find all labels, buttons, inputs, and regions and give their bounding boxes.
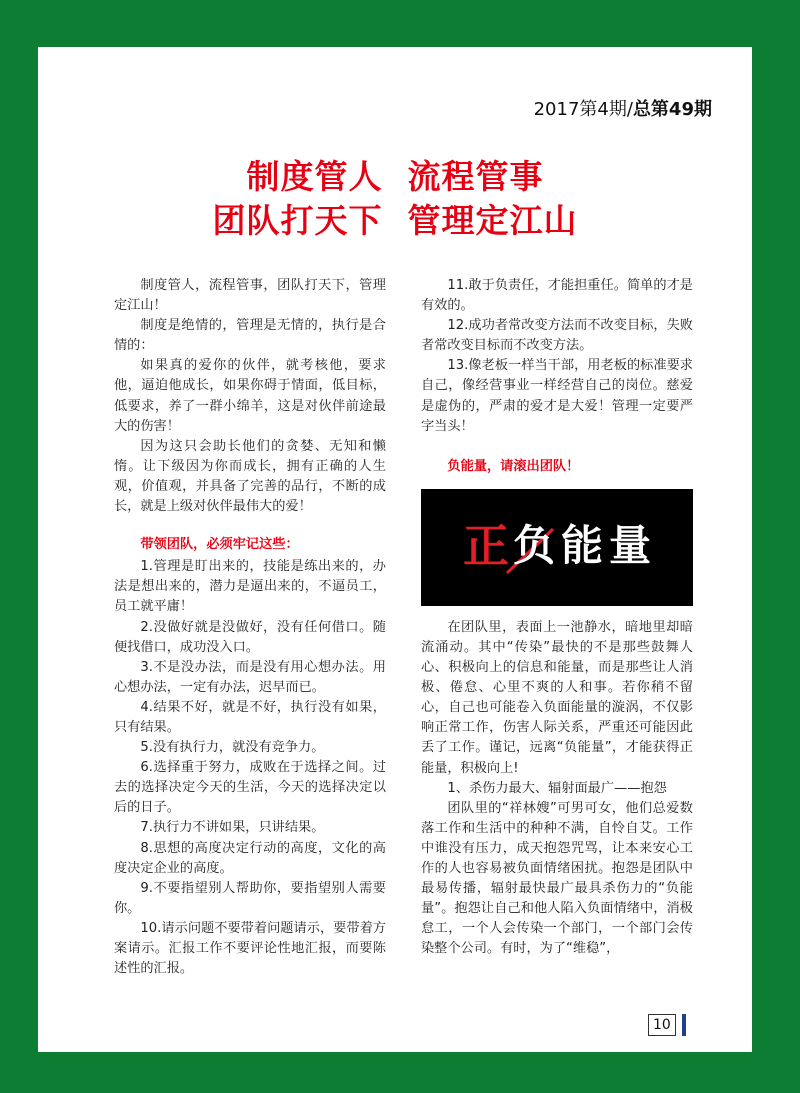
banner-char-neng: 能 xyxy=(561,520,604,570)
strike-slash xyxy=(421,489,693,606)
list-item: 12.成功者常改变方法而不改变目标，失败者常改变目标而不改变方法。 xyxy=(421,318,693,354)
banner-char-liang: 量 xyxy=(609,520,652,570)
section-subheading: 带领团队，必须牢记这些： xyxy=(140,537,299,553)
list-item: 11.敢于负责任，才能担重任。简单的才是有效的。 xyxy=(421,278,693,314)
page-number-bar xyxy=(682,1014,686,1036)
list-item: 7.执行力不讲如果，只讲结果。 xyxy=(140,820,325,836)
section-subheading: 负能量，请滚出团队！ xyxy=(447,458,580,474)
list-item: 9.不要指望别人帮助你，要指望别人需要你。 xyxy=(114,880,386,916)
list-item: 5.没有执行力，就没有竞争力。 xyxy=(140,740,325,756)
banner-char-fu: 负 xyxy=(513,520,556,570)
paragraph: 制度管人，流程管事，团队打天下，管理定江山！ xyxy=(114,278,386,314)
paragraph: 如果真的爱你的伙伴，就考核他，要求他，逼迫他成长，如果你碍于情面，低目标，低要求，养了一群小绵羊，这是对伙伴前途最大的伤害！ xyxy=(114,358,386,434)
left-column xyxy=(114,276,386,979)
list-item: 6.选择重于努力，成败在于选择之间。过去的选择决定今天的生活，今天的选择决定以后的日子。 xyxy=(114,760,386,816)
page-number: 10 xyxy=(648,1014,676,1036)
article-title-line-1: 制度管人 流程管事 xyxy=(246,157,544,196)
list-item: 4.结果不好，就是不好，执行没有如果，只有结果。 xyxy=(114,699,386,735)
article-title-line-2: 团队打天下 管理定江山 xyxy=(212,201,578,240)
list-item: 13.像老板一样当干部，用老板的标准要求自己，像经营事业一样经营自己的岗位。慈爱是虚伪的，严肃的爱才是大爱！管理一定要严字当头！ xyxy=(421,358,693,434)
list-item: 8.思想的高度决定行动的高度，文化的高度决定企业的高度。 xyxy=(114,840,386,876)
magazine-page xyxy=(38,47,752,1052)
list-item: 10.请示问题不要带着问题请示，要带着方案请示。汇报工作不要评论性地汇报，而要陈述性的汇报。 xyxy=(114,920,386,977)
right-column xyxy=(421,276,693,959)
paragraph: 1、杀伤力最大、辐射面最广——抱怨 xyxy=(447,780,667,796)
issue-label xyxy=(534,95,712,121)
paragraph: 制度是绝情的，管理是无情的，执行是合情的： xyxy=(114,318,386,354)
negative-energy-banner xyxy=(421,489,693,606)
issue-total: 总第49期 xyxy=(632,99,712,120)
banner-char-zheng: 正 xyxy=(463,518,509,573)
issue-prefix: 2017第4期/ xyxy=(533,99,633,120)
paragraph: 在团队里，表面上一池静水，暗地里却暗流涌动。其中“传染”最快的不是那些鼓舞人心、积极向上的信息和能量，而是那些让人消极、倦怠、心里不爽的人和事。若你稍不留心，自己也可能卷入负面能量的漩涡，不仅影响正常工作，伤害人际关系，严重还可能因此丢了工作。谨记，远离“负能量”，才能获得正能量，积极向上! xyxy=(421,619,693,776)
paragraph: 团队里的“祥林嫂”可男可女，他们总爱数落工作和生活中的种种不满，自怜自艾。工作中谁没有压力，成天抱怨咒骂，让本来安心工作的人也容易被负面情绪困扰。抱怨是团队中最易传播，辐射最快最广最具杀伤力的“负能量”。抱怨让自己和他人陷入负面情绪中，消极怠工，一个人会传染一个部门，一个部门会传染整个公司。有时，为了“维稳”， xyxy=(421,800,693,957)
list-item: 1.管理是盯出来的，技能是练出来的，办法是想出来的，潜力是逼出来的，不逼员工，员工就平庸！ xyxy=(114,559,386,615)
list-item: 2.没做好就是没做好，没有任何借口。随便找借口，成功没入口。 xyxy=(114,619,386,655)
paragraph: 因为这只会助长他们的贪婪、无知和懒惰。让下级因为你而成长，拥有正确的人生观，价值观，并具备了完善的品行，不断的成长，就是上级对伙伴最伟大的爱！ xyxy=(114,438,386,515)
list-item: 3.不是没办法，而是没有用心想办法。用心想办法，一定有办法，迟早而已。 xyxy=(114,659,386,695)
